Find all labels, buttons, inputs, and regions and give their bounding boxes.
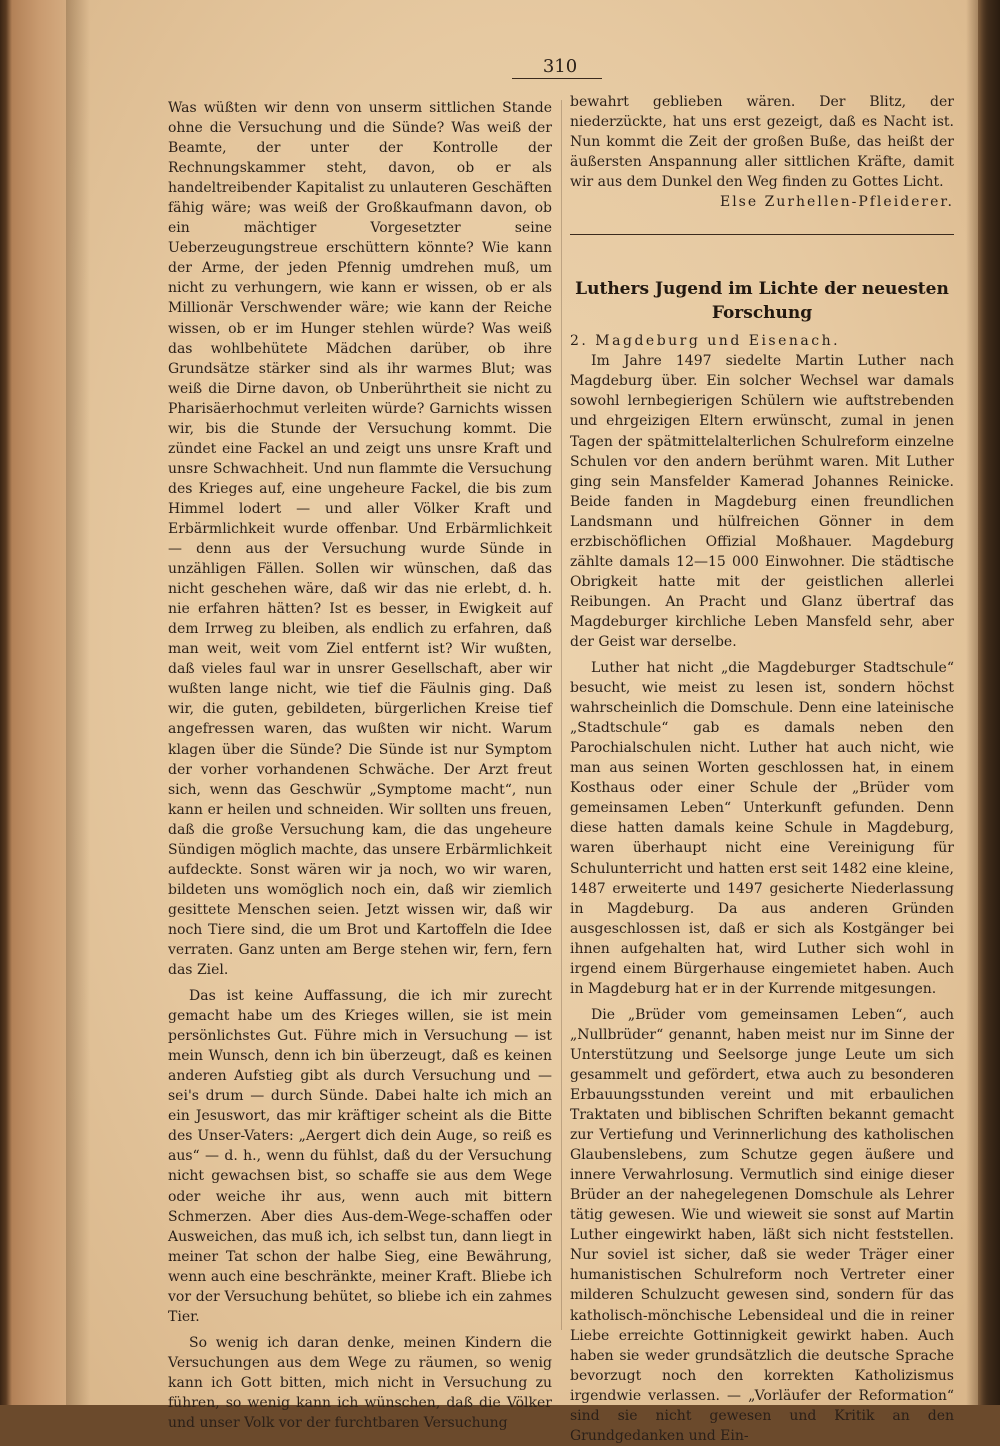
- column-divider: [561, 100, 562, 1330]
- spine-shadow: [66, 0, 90, 1405]
- page-edge: [966, 0, 1000, 1405]
- article-subtitle: 2. Magdeburg und Eisenach.: [570, 333, 841, 350]
- left-column: [168, 98, 552, 1433]
- author-signature: Else Zurhellen-Pfleiderer.: [719, 194, 954, 211]
- page-number: 310: [542, 56, 578, 77]
- section-rule: [570, 234, 954, 235]
- right-paragraph-3: Die „Brüder vom gemeinsamen Leben“, auch „Nullbrüder“ genannt, haben meist nur im Sinne der Unterstützung und Seelsorge junge Leute um sich gesammelt und gefördert, etwa auch zu besonderen Erbauungsstunden vereint und mit erbaulichen Traktaten und biblischen Schriften bekannt gemacht zur Vertiefung und Verinnerlichung des katholischen Glaubenslebens, zum Schutze gegen äußere und innere Verwahrlosung. Vermutlich sind einige dieser Brüder an der nahegelegenen Domschule als Lehrer tätig gewesen. Wie und wieweit sie sonst auf Martin Luther eingewirkt haben, läßt sich nicht feststellen. Nur soviel ist sicher, daß sie weder Träger einer humanistischen Schulreform noch Vertreter einer milderen Schulzucht gewesen sind, sondern für das katholisch-mönchische Lebensideal und die in reiner Liebe erreichte Gottinnigkeit gewirkt haben. Auch haben sie weder grundsätzlich die deutsche Sprache bevorzugt noch den korrekten Katholizismus irgendwie verlassen. — „Vorläufer der Reformation“ sind sie nicht gewesen und Kritik an den Grundgedanken und Ein-: [570, 1006, 954, 1444]
- continuation-paragraph: bewahrt geblieben wären. Der Blitz, der niederzückte, hat uns erst gezeigt, daß es Nacht ist. Nun kommt die Zeit der großen Buße, das heißt der äußersten Anspannung aller sittlichen Kräfte, damit wir aus dem Dunkel den Weg finden zu Gottes Licht.: [570, 94, 954, 191]
- page-number-rule: [512, 78, 602, 79]
- right-column: [570, 92, 954, 1446]
- right-paragraph-2: Luther hat nicht „die Magdeburger Stadtschule“ besucht, wie meist zu lesen ist, sondern höchst wahrscheinlich die Domschule. Denn eine lateinische „Stadtschule“ gab es damals neben den Parochialschulen nicht. Luther hat auch nicht, wie man aus seinen Worten geschlossen hat, in einem Kosthaus oder einer Schule der „Brüder vom gemeinsamen Leben“ Unterkunft gefunden. Denn diese hatten damals keine Schule in Magdeburg, waren überhaupt nicht eine Vereinigung für Schulunterricht und hatten erst seit 1482 eine kleine, 1487 erweiterte und 1497 gesicherte Niederlassung in Magdeburg. Da aus anderen Gründen ausgeschlossen ist, daß er sich als Kostgänger bei ihnen aufgehalten hat, wird Luther sich wohl in irgend einem Bürgerhause eingemietet haben. Auch in Magdeburg hat er in der Kurrende mitgesungen.: [570, 660, 954, 997]
- left-paragraph-3: So wenig ich daran denke, meinen Kindern die Versuchungen aus dem Wege zu räumen, so wenig kann ich Gott bitten, mich nicht in Versuchung zu führen, so wenig kann ich wünschen, daß die Völker und unser Volk vor der furchtbaren Versuchung: [168, 1334, 552, 1432]
- left-paragraph-1: Was wüßten wir denn von unserm sittlichen Stande ohne die Versuchung und die Sünde? Was weiß der Beamte, der unter der Kontrolle der Rechnungskammer steht, davon, ob er als handeltreibender Kapitalist zu unlauteren Geschäften fähig wäre; was weiß der Großkaufmann davon, ob ein mächtiger Vorgesetzter seine Ueberzeugungstreue erschüttern könnte? Wie kann der Arme, der jeden Pfennig umdrehen muß, um nicht zu verhungern, wie kann er wissen, ob er als Millionär Verschwender wäre; wie kann der Reiche wissen, ob er im Hunger stehlen würde? Was weiß das wohlbehütete Mädchen darüber, ob ihre Grundsätze stärker sind als ihr warmes Blut; was weiß die Dirne davon, ob Unberührtheit sie nicht zu Pharisäerhochmut verleiten würde? Garnichts wissen wir, bis die Stunde der Versuchung kommt. Die zündet eine Fackel an und zeigt uns unsre Kraft und unsre Schwachheit. Und nun flammte die Versuchung des Krieges auf, eine ungeheure Fackel, die bis zum Himmel lodert — und aller Völker Kraft und Erbärmlichkeit wurde offenbar. Und Erbärmlichkeit — denn aus der Versuchung wurde Sünde in unzähligen Fällen. Sollen wir wünschen, daß das nicht geschehen wäre, daß wir das nie erlebt, d. h. nie erfahren hätten? Ist es besser, in Ewigkeit auf dem Irrweg zu bleiben, als endlich zu erfahren, daß man weit, weit vom Ziel entfernt ist? Wir wußten, daß vieles faul war in unsrer Gesellschaft, aber wir wußten lange nicht, wie tief die Fäulnis ging. Daß wir, die guten, gebildeten, bürgerlichen Kreise tief angefressen waren, das wußten wir nicht. Warum klagen über die Sünde? Die Sünde ist nur Symptom der vorher vorhandenen Schwäche. Der Arzt freut sich, wenn das Geschwür „Symptome macht“, nun kann er heilen und schneiden. Wir sollten uns freuen, daß die große Versuchung kam, die das ungeheure Sündigen möglich machte, das unsere Erbärmlichkeit aufdeckte. Sonst wären wir ja noch, wo wir waren, bildeten uns womöglich noch ein, daß wir ziemlich gesittete Menschen seien. Jetzt wissen wir, daß wir noch Tiere sind, die um Brot und Kartoffeln die Idee verraten. Ganz unten am Berge stehen wir, fern, fern das Ziel.: [168, 100, 552, 979]
- article-title: Luthers Jugend im Lichte der neuesten Forschung: [575, 279, 949, 324]
- left-paragraph-2: Das ist keine Auffassung, die ich mir zurecht gemacht habe um des Krieges willen, sie ist mein persönlichstes Gut. Führe mich in Versuchung — ist mein Wunsch, denn ich bin überzeugt, daß es keinen anderen Aufstieg gibt als durch Versuchung und — sei's drum — durch Sünde. Dabei halte ich mich an ein Jesuswort, das mir kräftiger scheint als die Bitte des Unser-Vaters: „Aergert dich dein Auge, so reiß es aus“ — d. h., wenn du fühlst, daß du der Versuchung nicht gewachsen bist, so schaffe sie aus dem Wege oder weiche ihr aus, wenn auch mit bittern Schmerzen. Aber dies Aus-dem-Wege-schaffen oder Ausweichen, das muß ich, ich selbst tun, dann liegt in meiner Tat schon der halbe Sieg, eine Bewährung, wenn auch eine beschränkte, meiner Kraft. Bliebe ich vor der Versuchung behütet, so bliebe ich ein zahmes Tier.: [168, 988, 552, 1325]
- right-paragraph-1: Im Jahre 1497 siedelte Martin Luther nach Magdeburg über. Ein solcher Wechsel war damals sowohl lernbegierigen Schülern wie auftstrebenden und ehrgeizigen Eltern erwünscht, zumal in jenen Tagen der spätmittelalterlichen Schulreform einzelne Schulen vor den andern berühmt waren. Mit Luther ging sein Mansfelder Kamerad Johannes Reinicke. Beide fanden in Magdeburg einen freundlichen Landsmann und hülfreichen Gönner in dem erzbischöflichen Offizial Moßhauer. Magdeburg zählte damals 12—15 000 Einwohner. Die städtische Obrigkeit hatte mit der geistlichen allerlei Reibungen. An Pracht und Glanz übertraf das Magdeburger kirchliche Leben Mansfeld sehr, aber der Geist war derselbe.: [570, 353, 954, 650]
